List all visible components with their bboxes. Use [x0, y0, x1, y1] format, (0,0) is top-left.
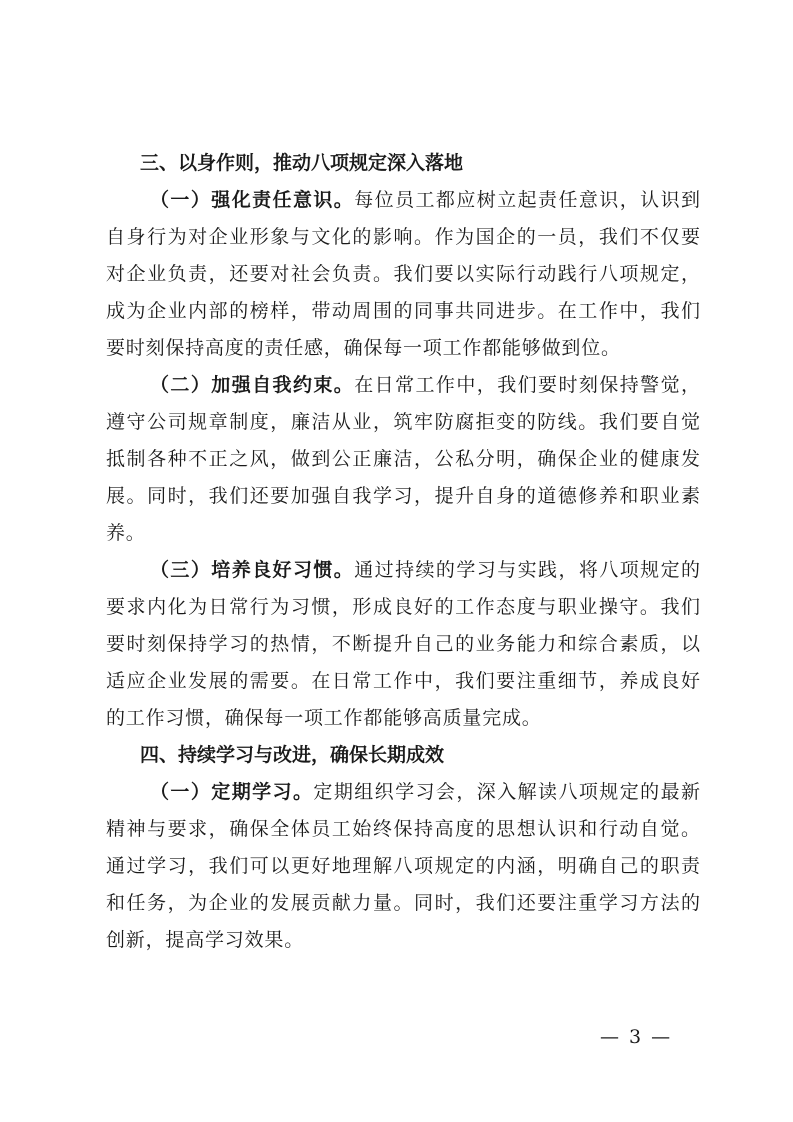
- paragraph-first-line: [106, 552, 700, 589]
- paragraph: [106, 774, 700, 959]
- paragraph-line: 要求内化为日常行为习惯，形成良好的工作态度与职业操守。我们: [106, 596, 700, 618]
- paragraph: [106, 552, 700, 737]
- paragraph-line: 遵守公司规章制度，廉洁从业，筑牢防腐拒变的防线。我们要自觉: [106, 411, 700, 433]
- paragraph-line: 自身行为对企业形象与文化的影响。作为国企的一员，我们不仅要: [106, 226, 700, 248]
- paragraph-first-line: [106, 182, 700, 219]
- paragraph-line: 展。同时，我们还要加强自我学习，提升自身的道德修养和职业素: [106, 485, 700, 507]
- paragraph-line: 养。: [106, 522, 146, 544]
- paragraph-line: 对企业负责，还要对社会负责。我们要以实际行动践行八项规定，: [106, 263, 700, 285]
- document-body: [106, 145, 700, 959]
- paragraph-line: 通过学习，我们可以更好地理解八项规定的内涵，明确自己的职责: [106, 855, 700, 877]
- section-heading: 三、以身作则，推动八项规定深入落地: [140, 152, 464, 174]
- page-number: — 3 —: [600, 1026, 673, 1048]
- paragraph-line: 要时刻保持高度的责任感，确保每一项工作都能够做到位。: [106, 337, 621, 359]
- section-heading: 四、持续学习与改进，确保长期成效: [140, 744, 445, 766]
- paragraph-text: 在日常工作中，我们要时刻保持警觉，: [354, 374, 700, 396]
- paragraph: [106, 182, 700, 367]
- paragraph-line: 创新，提高学习效果。: [106, 929, 305, 951]
- paragraph-first-line: [106, 367, 700, 404]
- paragraph-text: 每位员工都应树立起责任意识，认识到: [354, 189, 700, 211]
- paragraph-line: 适应企业发展的需要。在日常工作中，我们要注重细节，养成良好: [106, 670, 700, 692]
- paragraph-first-line: [106, 774, 700, 811]
- paragraph-lead: （一）强化责任意识。: [150, 189, 355, 211]
- paragraph-text: 通过持续的学习与实践，将八项规定的: [354, 559, 700, 581]
- paragraph-line: 成为企业内部的榜样，带动周围的同事共同进步。在工作中，我们: [106, 300, 700, 322]
- paragraph-line: 抵制各种不正之风，做到公正廉洁，公私分明，确保企业的健康发: [106, 448, 700, 470]
- paragraph-line: 要时刻保持学习的热情，不断提升自己的业务能力和综合素质，以: [106, 633, 700, 655]
- paragraph-lead: （一）定期学习。: [150, 781, 314, 803]
- paragraph-line: 和任务，为企业的发展贡献力量。同时，我们还要注重学习方法的: [106, 892, 700, 914]
- paragraph-line: 精神与要求，确保全体员工始终保持高度的思想认识和行动自觉。: [106, 818, 700, 840]
- paragraph: [106, 367, 700, 552]
- paragraph-lead: （二）加强自我约束。: [150, 374, 355, 396]
- paragraph-line: 的工作习惯，确保每一项工作都能够高质量完成。: [106, 707, 542, 729]
- paragraph-text: 定期组织学习会，深入解读八项规定的最新: [313, 781, 700, 803]
- paragraph-lead: （三）培养良好习惯。: [150, 559, 355, 581]
